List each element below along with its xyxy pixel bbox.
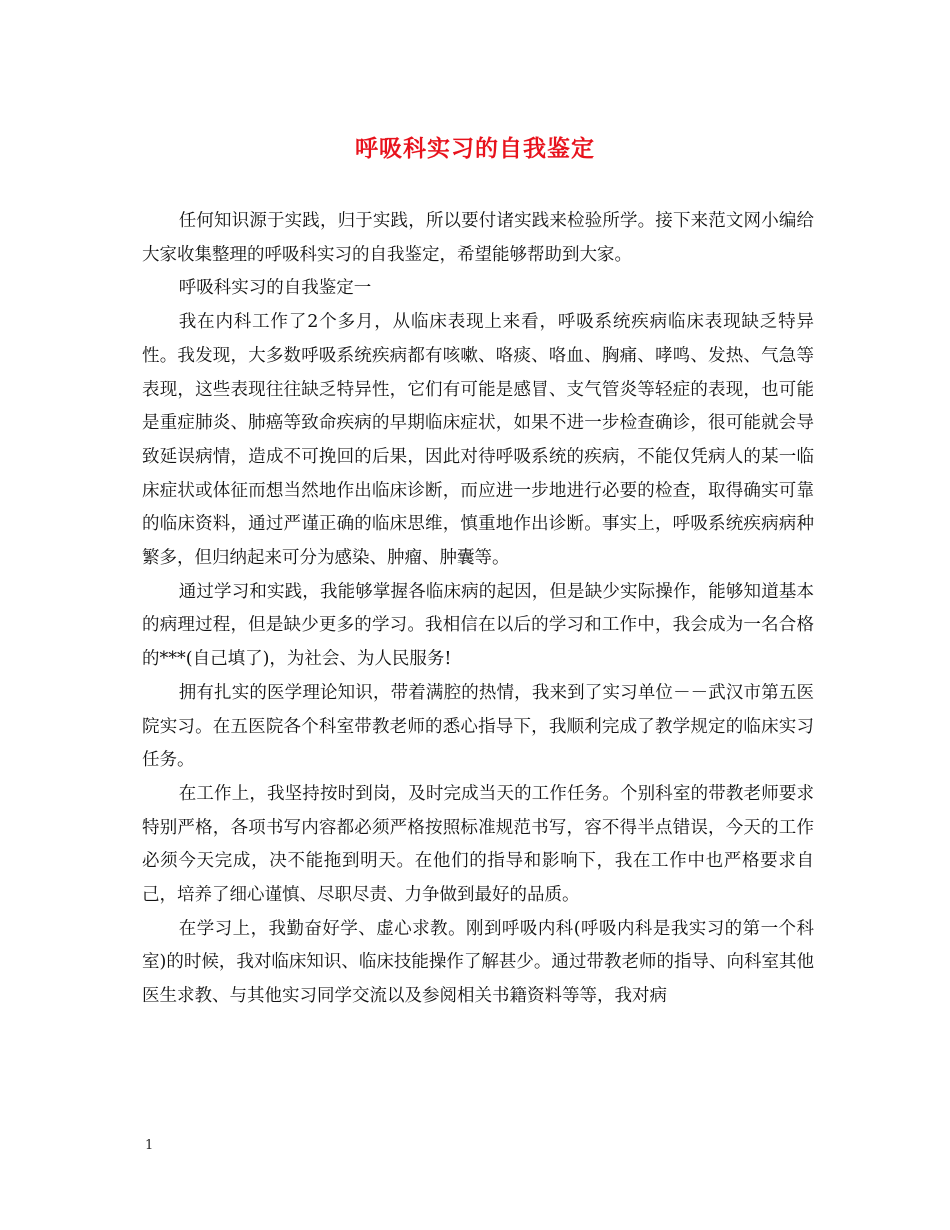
document-title: 呼吸科实习的自我鉴定 xyxy=(355,135,595,162)
body-paragraph: 在学习上，我勤奋好学、虚心求教。刚到呼吸内科(呼吸内科是我实习的第一个科室)的时候，我对临床知识、临床技能操作了解甚少。通过带教老师的指导、向科室其他医生求教、与其他实习同学交流以及参阅相关书籍资料等等，我对病 xyxy=(142,918,814,1007)
body-paragraph: 在工作上，我坚持按时到岗，及时完成当天的工作任务。个别科室的带教老师要求特别严格，各项书写内容都必须严格按照标准规范书写，容不得半点错误，今天的工作必须今天完成，决不能拖到明天。在他们的指导和影响下，我在工作中也严格要求自己，培养了细心谨慎、尽职尽责、力争做到最好的品质。 xyxy=(142,783,814,906)
section-heading: 呼吸科实习的自我鉴定一 xyxy=(178,278,372,299)
page-number: 1 xyxy=(145,1138,154,1153)
body-paragraph: 通过学习和实践，我能够掌握各临床病的起因，但是缺少实际操作，能够知道基本的病理过程，但是缺少更多的学习。我相信在以后的学习和工作中，我会成为一名合格的***(自己填了)，为社会、为人民服务! xyxy=(142,581,814,670)
document-body xyxy=(142,205,814,1014)
body-paragraph: 我在内科工作了2个多月，从临床表现上来看，呼吸系统疾病临床表现缺乏特异性。我发现，大多数呼吸系统疾病都有咳嗽、咯痰、咯血、胸痛、哮鸣、发热、气急等表现，这些表现往往缺乏特异性，它们有可能是感冒、支气管炎等轻症的表现，也可能是重症肺炎、肺癌等致命疾病的早期临床症状，如果不进一步检查确诊，很可能就会导致延误病情，造成不可挽回的后果，因此对待呼吸系统的疾病，不能仅凭病人的某一临床症状或体征而想当然地作出临床诊断，而应进一步地进行必要的检查，取得确实可靠的临床资料，通过严谨正确的临床思维，慎重地作出诊断。事实上，呼吸系统疾病病种繁多，但归纳起来可分为感染、肿瘤、肿囊等。 xyxy=(142,312,814,569)
body-paragraph: 拥有扎实的医学理论知识，带着满腔的热情，我来到了实习单位－－武汉市第五医院实习。在五医院各个科室带教老师的悉心指导下，我顺利完成了教学规定的临床实习任务。 xyxy=(142,682,814,771)
intro-paragraph: 任何知识源于实践，归于实践，所以要付诸实践来检验所学。接下来范文网小编给大家收集整理的呼吸科实习的自我鉴定，希望能够帮助到大家。 xyxy=(142,211,814,265)
